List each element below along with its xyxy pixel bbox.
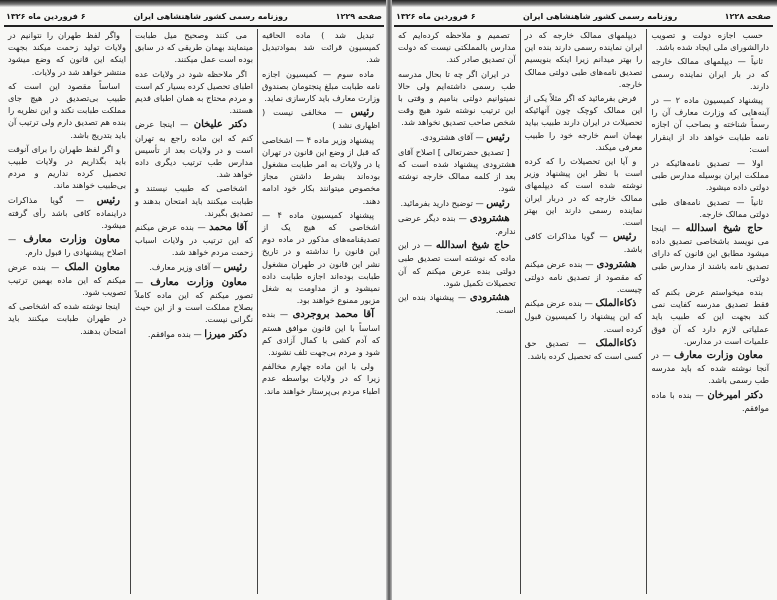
text-column <box>394 29 520 594</box>
paragraph <box>398 239 516 289</box>
paragraph-text: پیشنهاد کمیسیون ماده ۲ — در آینه‌هایی که وزارت معارف آن را رسماً شناخته و بصاحب آن اجازه نامه طبابت خواهد داد از اینقرار است: <box>651 95 769 154</box>
paragraph-text: — بنده با ماده موافقم. <box>651 389 769 413</box>
paragraph-text: دیپلمهای ممالک خارجه که در ایران نماینده رسمی دارند بنده این را بهتر میدانم زیرا اینکه بنویسیم تصدیق نامه‌های طبی دولتی ممالک خارجه. <box>524 30 643 89</box>
right-page <box>390 0 777 600</box>
paragraph <box>135 68 253 117</box>
paragraph-text: — بنده عرض میکنم که این پیشنهاد را کمیسیون قبول کرده است. <box>524 298 643 334</box>
speaker-name: ذکاءالملک <box>595 337 637 349</box>
paragraph-text: اینجا نوشته شده که اشخاصی که در طهران طبابت میکنند باید امتحان بدهند. <box>8 301 126 336</box>
paragraph <box>135 261 253 274</box>
paragraph <box>525 92 643 153</box>
page-number: صفحه ۱۲۲۸ <box>724 11 771 21</box>
speaker-name: هشترودی <box>469 212 510 224</box>
paragraph-text: — اینجا می نویسد باشخاصی تصدیق داده میشود مطابق این قانون که دارای تصدیق نامه باشند از مدارس طبی دولتی. <box>651 223 769 283</box>
paragraph <box>135 328 253 341</box>
speaker-name: رئیس <box>486 197 510 209</box>
paragraph <box>135 118 253 180</box>
speaker-name: حاج شیخ اسدالله <box>685 223 763 235</box>
speaker-name: هشترودی <box>469 292 510 304</box>
paragraph <box>8 29 126 78</box>
paragraph-text: — تصدیق حق کسی است که تحصیل کرده باشد. <box>524 337 643 362</box>
paragraph-text: فرض بفرمائید که اگر مثلاً یکی از این ممالک کوچک چون آنهائیکه تحصیلات در ایران دارند طبیب بیاید بهمان اسم خارجه خود را طبیب معرفی میکند. <box>524 93 643 152</box>
paragraph-text: حسب اجازه دولت و تصویب دارالشورای ملی ایجاد شده باشد. <box>651 30 769 53</box>
speaker-name: رئیس <box>223 261 247 273</box>
paragraph <box>398 212 516 237</box>
paragraph <box>398 291 516 316</box>
speaker-name: معاون وزارت معارف <box>673 350 764 362</box>
paragraph <box>398 131 516 144</box>
paragraph <box>651 55 769 92</box>
paragraph <box>262 360 380 397</box>
paragraph-text: — مخالفی نیست ( اظهاری نشد ) <box>262 107 380 131</box>
speaker-name: رئیس <box>96 194 120 206</box>
paragraph-text: و اگر لفظ طهران را برای آنوقت باید بگذاریم در ولایات طبیب تحصیل کرده نداریم و مردم بی‌طبیب خواهند ماند. <box>8 143 126 191</box>
speaker-name: دکتر علیخان <box>193 119 247 131</box>
paragraph-text: بنده میخواستم عرض بکنم که فقط تصدیق مدرسه کفایت نمی کند بجهت این که طبیب باید عملیاتی لازم دارد که آن فوق علمیات است در مدارس. <box>651 287 769 346</box>
paragraph-text: واگر لفظ طهران را نتوانیم در ولایات تولید زحمت میکند بجهت اینکه این قانون که وضع میشود منتشر خواهد شد در ولایات. <box>8 30 126 77</box>
header-rule <box>4 25 384 27</box>
paragraph <box>135 276 253 326</box>
paragraph-text: — در آنجا نوشته شده که باید مدرسه طب رسمی باشد. <box>651 350 769 386</box>
paragraph <box>262 134 380 207</box>
paragraph <box>262 308 380 358</box>
paragraph <box>135 182 253 219</box>
paragraph-text: — پیشنهاد بنده این است. <box>397 292 516 316</box>
paragraph-text: تصمیم و ملاحظه کرده‌ایم که مدارس بالمملکتی نیست که دولت آن تصدیق صادر کند. <box>397 30 516 65</box>
paragraph <box>651 29 769 53</box>
paragraph-text: [ تصدیق حضرتعالی ] اصلاح آقای هشترودی پیشنهاد شده است که بعد از کلمه ممالک خارجه نوشته شود. <box>397 146 516 194</box>
text-column <box>130 29 257 594</box>
paragraph <box>651 349 769 387</box>
paragraph <box>651 196 769 220</box>
paragraph-text: می کنند وصحیح میل طبابت مینمایند بهمان طریقی که در سابق بوده است عمل میکنند. <box>135 30 253 65</box>
paragraph-text: — آقای وزیر معارف. <box>149 261 221 272</box>
paragraph <box>525 29 643 90</box>
paragraph-text: — بنده عرض میکنم که این ماده بهمین ترتیب تصویب شود. <box>8 261 126 298</box>
book-gutter <box>386 0 392 600</box>
paragraph <box>8 261 126 299</box>
paragraph <box>8 143 126 192</box>
paragraph-text: اگر ملاحظه شود در ولایات عده اطبای تحصیل کرده بسیار کم است و مردم محتاج به همان اطبای قدیم هستند. <box>135 68 253 116</box>
speaker-name: حاج شیخ اسدالله <box>435 240 510 252</box>
paragraph-text: و آیا این تحصیلات را که کرده است با نظر این پیشنهاد وزیر نوشته شده است که دیپلمهای ممالک خارجه که در دربار ایران نماینده رسمی دارند این بهتر است. <box>524 156 643 228</box>
paragraph <box>135 29 253 66</box>
paragraph-text: تبدیل شد ) ماده الحاقیه کمیسیون قرائت شد بموادتبدیل شد. <box>262 30 380 65</box>
paragraph <box>398 146 516 195</box>
paragraph-text: — بنده عرض میکنم که مقصود از تصدیق نامه دولتی چیست. <box>524 258 643 295</box>
speaker-name: معاون الملک <box>64 261 121 273</box>
paragraph-text: پیشنهاد کمیسیون ماده ۴ — اشخاصی که هیچ یک از تصدیقنامه‌های مذکور در ماده دوم این قانون را نداشته و در تاریخ نشر این قانون در طهران مشغول طبابت بوده‌اند اجازه طبابت داده نمیشود و از مداومت به شغل مزبور ممنوع خواهند بود. <box>262 209 380 306</box>
paragraph-text: — گویا مذاکرات دراینماده کافی باشد رأی گرفته میشود. <box>8 194 126 231</box>
paragraph-text: — بنده عرض میکنم که این ترتیب در ولایات اسباب زحمت مردم خواهد شد. <box>135 222 253 258</box>
paragraph-text: — تصور میکنم که این ماده کاملاً بصلاح مملکت است و از این حیث نگرانی نیست. <box>135 276 253 325</box>
paragraph <box>651 157 769 194</box>
newspaper-title: روزنامه رسمی کشور شاهنشاهی ایران <box>133 11 288 21</box>
paragraph <box>525 258 643 296</box>
text-column <box>257 29 384 594</box>
paragraph <box>651 222 769 284</box>
speaker-name: آقا محمد <box>209 222 247 234</box>
paragraph <box>398 29 516 66</box>
paragraph-text: — گویا مذاکرات کافی باشد. <box>524 231 643 255</box>
paragraph-text: در ایران اگر چه تا بحال مدرسه طب رسمی داشته‌ایم ولی حالا نمیتوانیم دولتی بنامیم و وقتی با این ترتیب نوشته شود هیچ وقت شخص صاحب تصدیق نخواهد شد. <box>397 68 516 128</box>
paragraph-text: — بنده اساساً با این قانون موافق هستم که آدم کشی با کمال آزادی کم شود و مردم بی‌جهت تلف نشوند. <box>262 309 380 358</box>
paragraph <box>262 209 380 307</box>
paragraph <box>8 300 126 337</box>
page-header <box>396 9 771 23</box>
text-column <box>4 29 130 594</box>
paragraph <box>651 94 769 155</box>
paragraph-text: اولا — تصدیق نامه‌هائیکه در مملکت ایران بوسیله مدارس طبی دولتی داده میشود. <box>651 158 769 193</box>
speaker-name: دکتر امیرخان <box>707 389 763 401</box>
page-number: صفحه ۱۲۲۹ <box>335 11 382 21</box>
paragraph <box>262 68 380 105</box>
speaker-name: رئیس <box>486 131 510 143</box>
left-page <box>0 0 388 600</box>
paragraph <box>525 337 643 362</box>
paragraph-text: — اصلاح پیشنهادی را قبول دارم. <box>8 234 126 258</box>
paragraph-text: ثانیاً — دیپلمهای ممالک خارجه که در بار ایران نماینده رسمی دارند. <box>651 56 769 91</box>
speaker-name: ذکاءالملک <box>595 298 637 310</box>
scan-edge <box>0 0 388 7</box>
paragraph <box>651 389 769 414</box>
paragraph <box>525 155 643 228</box>
text-column <box>646 29 773 594</box>
paragraph <box>398 68 516 129</box>
paragraph <box>525 297 643 335</box>
paragraph-text: پیشنهاد وزیر ماده ۴ — اشخاصی که قبل از وضع این قانون در تهران یا در ولایات به امر طبابت مشغول بوده‌اند بشرط داشتن مجاز مخصوص میتوانند بکار خود ادامه دهند. <box>262 134 380 206</box>
paragraph-text: ولی با این ماده چهارم مخالفم زیرا که در ولایات بواسطه عدم اطباء مردم بی‌پرستار خواهند ماند. <box>262 361 380 396</box>
speaker-name: دکتر میرزا <box>204 328 247 340</box>
header-rule <box>394 25 773 27</box>
paragraph <box>262 106 380 131</box>
columns <box>394 29 773 594</box>
paragraph-text: — اینجا عرض کنم که این ماده راجع به تهران است و در ولایات بعد از تأسیس مدارس طب ترتیب دیگری داده خواهد شد. <box>135 119 253 180</box>
paragraph-text: — توضیح دارید بفرمائید. <box>400 197 484 208</box>
speaker-name: هشترودی <box>596 258 637 270</box>
paragraph <box>8 80 126 141</box>
issue-date: ۶ فروردین ماه ۱۳۲۶ <box>6 11 86 21</box>
paragraph-text: ماده سوم — کمیسیون اجازه نامه طبابت مبلغ پنجتومان بصندوق وزارت معارف باید کارسازی نماید. <box>262 68 380 104</box>
paragraph-text: — بنده دیگر عرضی ندارم. <box>397 212 516 237</box>
columns <box>4 29 384 594</box>
paragraph <box>8 233 126 258</box>
paragraph <box>8 194 126 232</box>
paragraph <box>651 286 769 347</box>
paragraph-text: — در این ماده که نوشته است تصدیق طبی دولتی بنده عرض میکنم که آن تحصیلات تکمیل شود. <box>397 240 516 288</box>
speaker-name: رئیس <box>612 231 637 243</box>
issue-date: ۶ فروردین ماه ۱۳۲۶ <box>396 11 476 21</box>
paragraph-text: — آقای هشترودی. <box>419 131 484 142</box>
paragraph-text: ثانیاً — تصدیق نامه‌های طبی دولتی ممالک خارجه. <box>651 196 769 219</box>
text-column <box>520 29 647 594</box>
speaker-name: معاون وزارت معارف <box>23 234 120 246</box>
speaker-name: رئیس <box>350 107 374 119</box>
speaker-name: معاون وزارت معارف <box>150 276 247 288</box>
paragraph <box>525 230 643 255</box>
scan-edge <box>390 0 777 7</box>
paragraph-text: — بنده موافقم. <box>147 328 202 339</box>
speaker-name: آقا محمد بروجردی <box>292 309 374 321</box>
page-header <box>6 9 382 23</box>
paragraph-text: اشخاصی که طبیب نیستند و طبابت میکنند باید امتحان بدهند و تصدیق بگیرند. <box>135 183 253 218</box>
paragraph <box>135 221 253 259</box>
paragraph <box>398 197 516 210</box>
newspaper-title: روزنامه رسمی کشور شاهنشاهی ایران <box>522 11 678 21</box>
paragraph-text: اساساً مقصود این است که طبیب بی‌تصدیق در هیچ جای مملکت طبابت نکند و این نظریه را بنده هم تصدیق دارم ولی ترتیب آن باید بتدریج باشد. <box>8 80 126 140</box>
paragraph <box>262 29 380 66</box>
